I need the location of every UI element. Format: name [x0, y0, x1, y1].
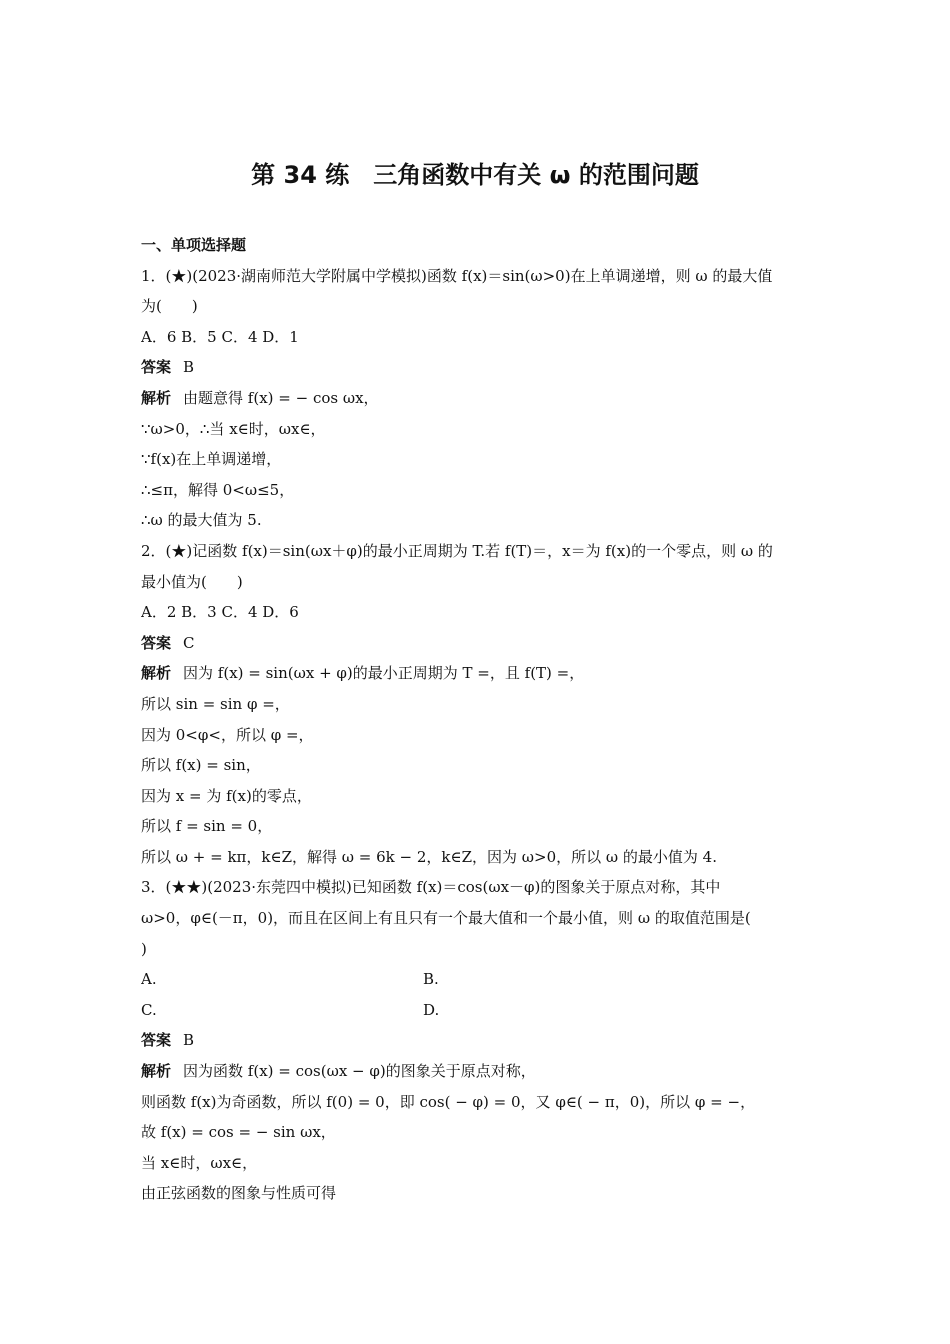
- page-title: 第 34 练 三角函数中有关 ω 的范围问题: [251, 161, 699, 189]
- q3-options-row2: [141, 995, 813, 1026]
- q3-stem-line1: 3．(★★)(2023·东莞四中模拟)已知函数 f(x)＝cos(ωx－φ)的图象关于原点对称，其中: [141, 878, 721, 897]
- q2-analysis-line: 因为 x = 为 f(x)的零点，: [141, 786, 312, 805]
- q1-stem-line1: 1．(★)(2023·湖南师范大学附属中学模拟)函数 f(x)＝sin(ω>0)在上单调递增，则 ω 的最大值: [141, 266, 773, 285]
- q1-analysis-line: ∵f(x)在上单调递增，: [141, 450, 282, 469]
- q3-analysis-line: 则函数 f(x)为奇函数，所以 f(0) = 0，即 cos( − φ) = 0，又 φ∈( − π，0)，所以 φ = −，: [141, 1092, 756, 1111]
- q2-stem-line1: 2．(★)记函数 f(x)＝sin(ωx＋φ)的最小正周期为 T.若 f(T)＝，x＝为 f(x)的一个零点，则 ω 的: [141, 541, 773, 560]
- q3-stem-line3: ): [141, 939, 147, 958]
- analysis-label: 解析: [141, 664, 172, 683]
- q2-analysis-line: 所以 sin = sin φ =，: [141, 694, 290, 713]
- q3-stem-line2: ω>0，φ∈(－π，0)，而且在区间上有且只有一个最大值和一个最小值，则 ω 的取值范围是(: [141, 909, 751, 928]
- q1-stem-line2: 为( ): [141, 297, 198, 316]
- option-c: C.: [141, 1000, 157, 1019]
- answer-label: 答案: [141, 1031, 172, 1050]
- analysis-label: 解析: [141, 388, 172, 407]
- q2-answer: [141, 628, 813, 659]
- q2-analysis-line: 所以 f(x) = sin，: [141, 756, 261, 775]
- q3-options-row1: [141, 964, 813, 995]
- q3-analysis-line: 故 f(x) = cos = − sin ωx，: [141, 1123, 336, 1142]
- q3-answer: [141, 1025, 813, 1056]
- q2-stem-line2: 最小值为( ): [141, 572, 243, 591]
- document-body: [141, 230, 813, 1209]
- answer-label: 答案: [141, 358, 172, 377]
- q2-analysis-line: [141, 658, 813, 689]
- q3-analysis-line: 当 x∈时，ωx∈，: [141, 1153, 258, 1172]
- q1-answer: [141, 352, 813, 383]
- section-heading: 一、单项选择题: [141, 236, 247, 254]
- analysis-label: 解析: [141, 1062, 172, 1081]
- answer-label: 答案: [141, 633, 172, 652]
- option-a: A.: [141, 970, 157, 989]
- q2-analysis-line: 因为 0<φ<，所以 φ =，: [141, 725, 314, 744]
- answer-value: B: [183, 1031, 195, 1050]
- q1-analysis-line: ∴≤π，解得 0<ω≤5，: [141, 480, 295, 499]
- q1-analysis-line: ∵ω>0，∴当 x∈时，ωx∈，: [141, 419, 326, 438]
- q1-analysis-line: ∴ω 的最大值为 5.: [141, 511, 262, 530]
- q2-options: A．2 B．3 C．4 D．6: [141, 603, 299, 622]
- q2-analysis-line: 所以 ω + = kπ，k∈Z，解得 ω = 6k − 2，k∈Z，因为 ω>0，所以 ω 的最小值为 4.: [141, 847, 717, 866]
- analysis-text: 因为函数 f(x) = cos(ωx − φ)的图象关于原点对称，: [183, 1062, 536, 1081]
- analysis-text: 因为 f(x) = sin(ωx + φ)的最小正周期为 T =，且 f(T) =，: [183, 664, 585, 683]
- q1-options: A．6 B．5 C．4 D．1: [141, 327, 299, 346]
- option-b: B.: [423, 970, 439, 989]
- q3-analysis-line: [141, 1056, 813, 1087]
- q1-analysis-line: [141, 383, 813, 414]
- answer-value: B: [183, 358, 195, 377]
- option-d: D.: [423, 1000, 440, 1019]
- answer-value: C: [183, 633, 195, 652]
- q2-analysis-line: 所以 f = sin = 0，: [141, 817, 273, 836]
- analysis-text: 由题意得 f(x) = − cos ωx，: [183, 388, 379, 407]
- q3-analysis-line: 由正弦函数的图象与性质可得: [141, 1184, 337, 1203]
